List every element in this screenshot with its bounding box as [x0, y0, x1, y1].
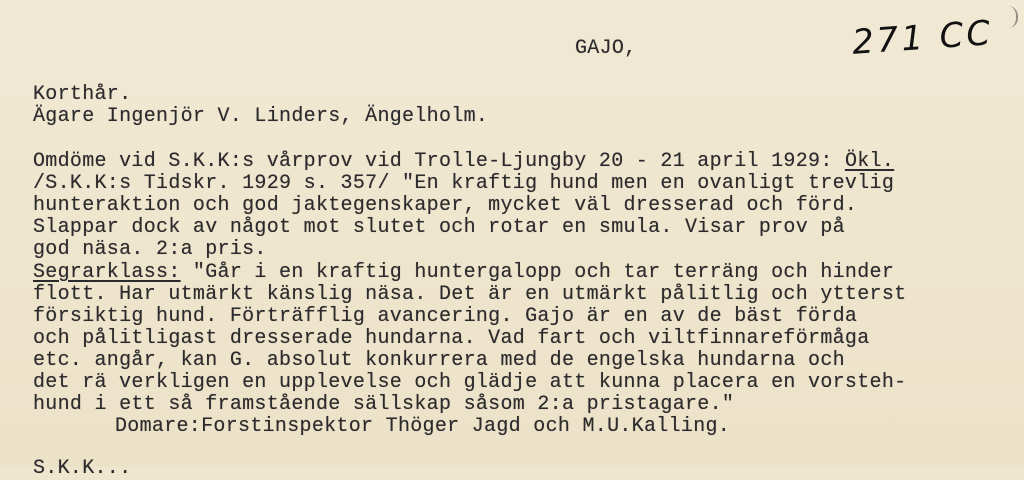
judgement-line-2: /S.K.K:s Tidskr. 1929 s. 357/ "En kraftig hund men en ovanligt trevlig	[33, 172, 895, 195]
handwritten-reference: 271 CC	[850, 13, 995, 63]
judgement-line-4: Slappar dock av något mot slutet och rotar en smula. Visar prov på	[33, 216, 845, 239]
winner-class-line-5: etc. angår, kan G. absolut konkurrera med de engelska hundarna och	[33, 349, 845, 372]
winner-class-line-3: försiktig hund. Förträfflig avancering. Gajo är en av de bäst förda	[33, 305, 858, 328]
judgement-line-5: god näsa. 2:a pris.	[33, 238, 267, 261]
owner-line: Ägare Ingenjör V. Linders, Ängelholm.	[33, 105, 489, 128]
judges-line: Domare:Forstinspektor Thöger Jagd och M.U.Kalling.	[115, 415, 731, 438]
cut-off-line: S.K.K...	[33, 457, 132, 480]
judgement-line-1	[33, 151, 894, 173]
winner-class-line-6: det rä verkligen en upplevelse och glädje att kunna placera en vorsteh-	[33, 371, 907, 394]
winner-class-line-2: flott. Har utmärkt känslig näsa. Det är en utmärkt pålitlig och ytterst	[33, 283, 907, 306]
dog-name-heading: GAJO,	[575, 37, 637, 60]
winner-class-line-1-text: "Går i en kraftig huntergalopp och tar terräng och hinder	[180, 261, 895, 284]
class-label: Ökl.	[844, 150, 895, 173]
coat-type-line: Korthår.	[33, 83, 132, 106]
winner-class-line-4: och pålitligast dresserade hundarna. Vad fart och viltfinnareförmåga	[33, 327, 870, 350]
margin-mark	[1006, 6, 1018, 28]
winner-class-line-7: hund i ett så framstående sällskap såsom 2:a pristagare."	[33, 393, 735, 416]
judgement-line-3: hunteraktion och god jaktegenskaper, mycket väl dresserad och förd.	[33, 194, 858, 217]
winner-class-line-1	[33, 262, 894, 284]
judgement-line-1-text: Omdöme vid S.K.K:s vårprov vid Trolle-Ljungby 20 - 21 april 1929:	[33, 150, 845, 173]
winner-class-label: Segrarklass:	[33, 261, 181, 284]
